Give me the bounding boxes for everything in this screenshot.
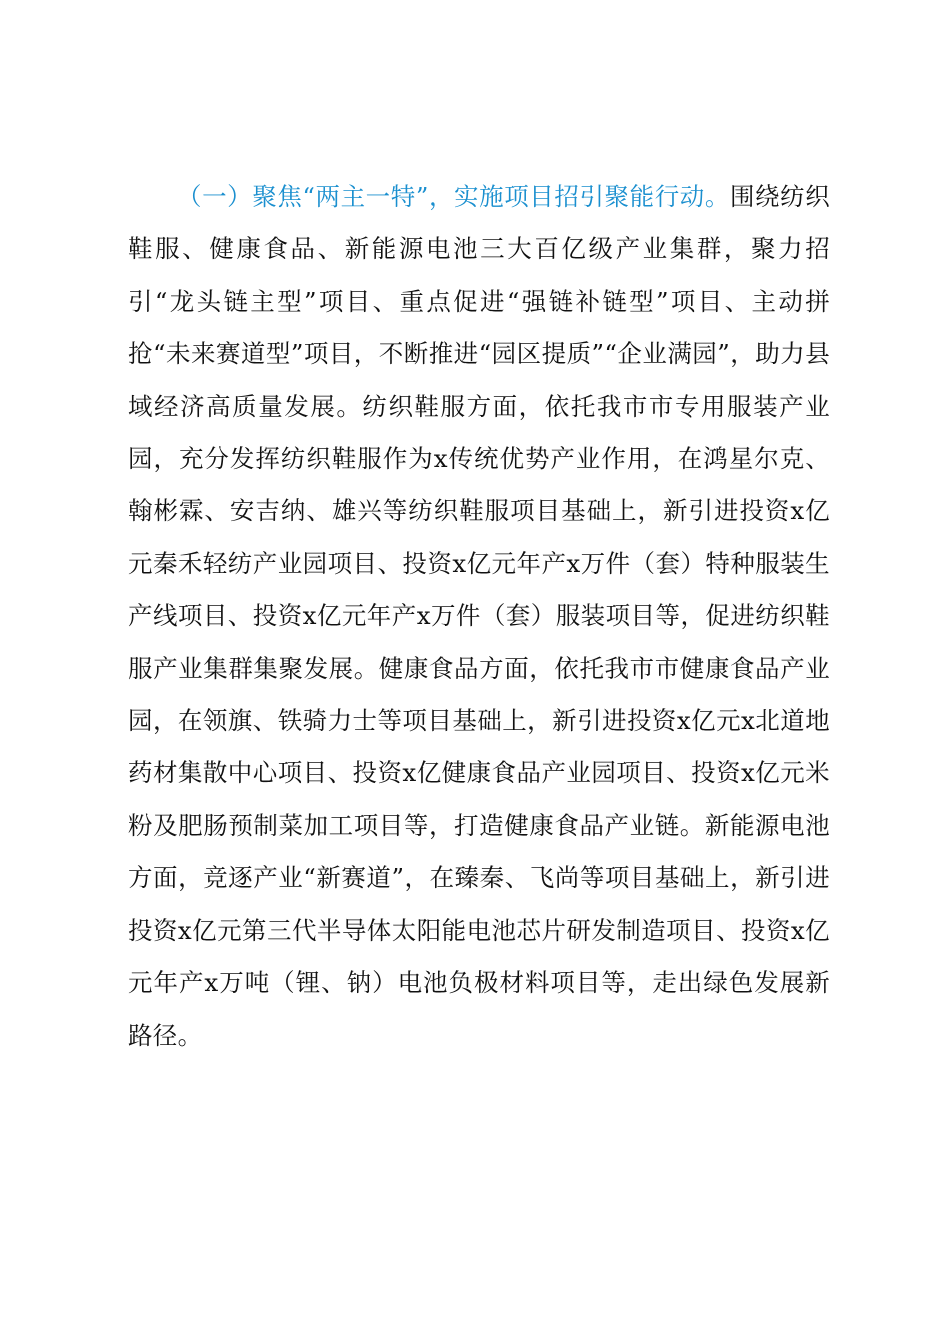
- paragraph-text: 围绕纺织鞋服、健康食品、新能源电池三大百亿级产业集群，聚力招引“龙头链主型”项目、重点促进“强链补链型”项目、主动拼抢“未来赛道型”项目，不断推进“园区提质”“企业满园”，助力县域经济高质量发展。纺织鞋服方面，依托我市市专用服装产业园，充分发挥纺织鞋服作为x传统优势产业作用，在鸿星尔克、翰彬霖、安吉纳、雄兴等纺织鞋服项目基础上，新引进投资x亿元秦禾轻纺产业园项目、投资x亿元年产x万件（套）特种服装生产线项目、投资x亿元年产x万件（套）服装项目等，促进纺织鞋服产业集群集聚发展。健康食品方面，依托我市市健康食品产业园，在领旗、铁骑力士等项目基础上，新引进投资x亿元x北道地药材集散中心项目、投资x亿健康食品产业园项目、投资x亿元米粉及肥肠预制菜加工项目等，打造健康食品产业链。新能源电池方面，竞逐产业“新赛道”，在臻秦、飞尚等项目基础上，新引进投资x亿元第三代半导体太阳能电池芯片研发制造项目、投资x亿元年产x万吨（锂、钠）电池负极材料项目等，走出绿色发展新路径。: [128, 182, 831, 1050]
- section-heading: （一）聚焦“两主一特”，实施项目招引聚能行动。: [177, 182, 730, 211]
- body-paragraph: [128, 171, 830, 1062]
